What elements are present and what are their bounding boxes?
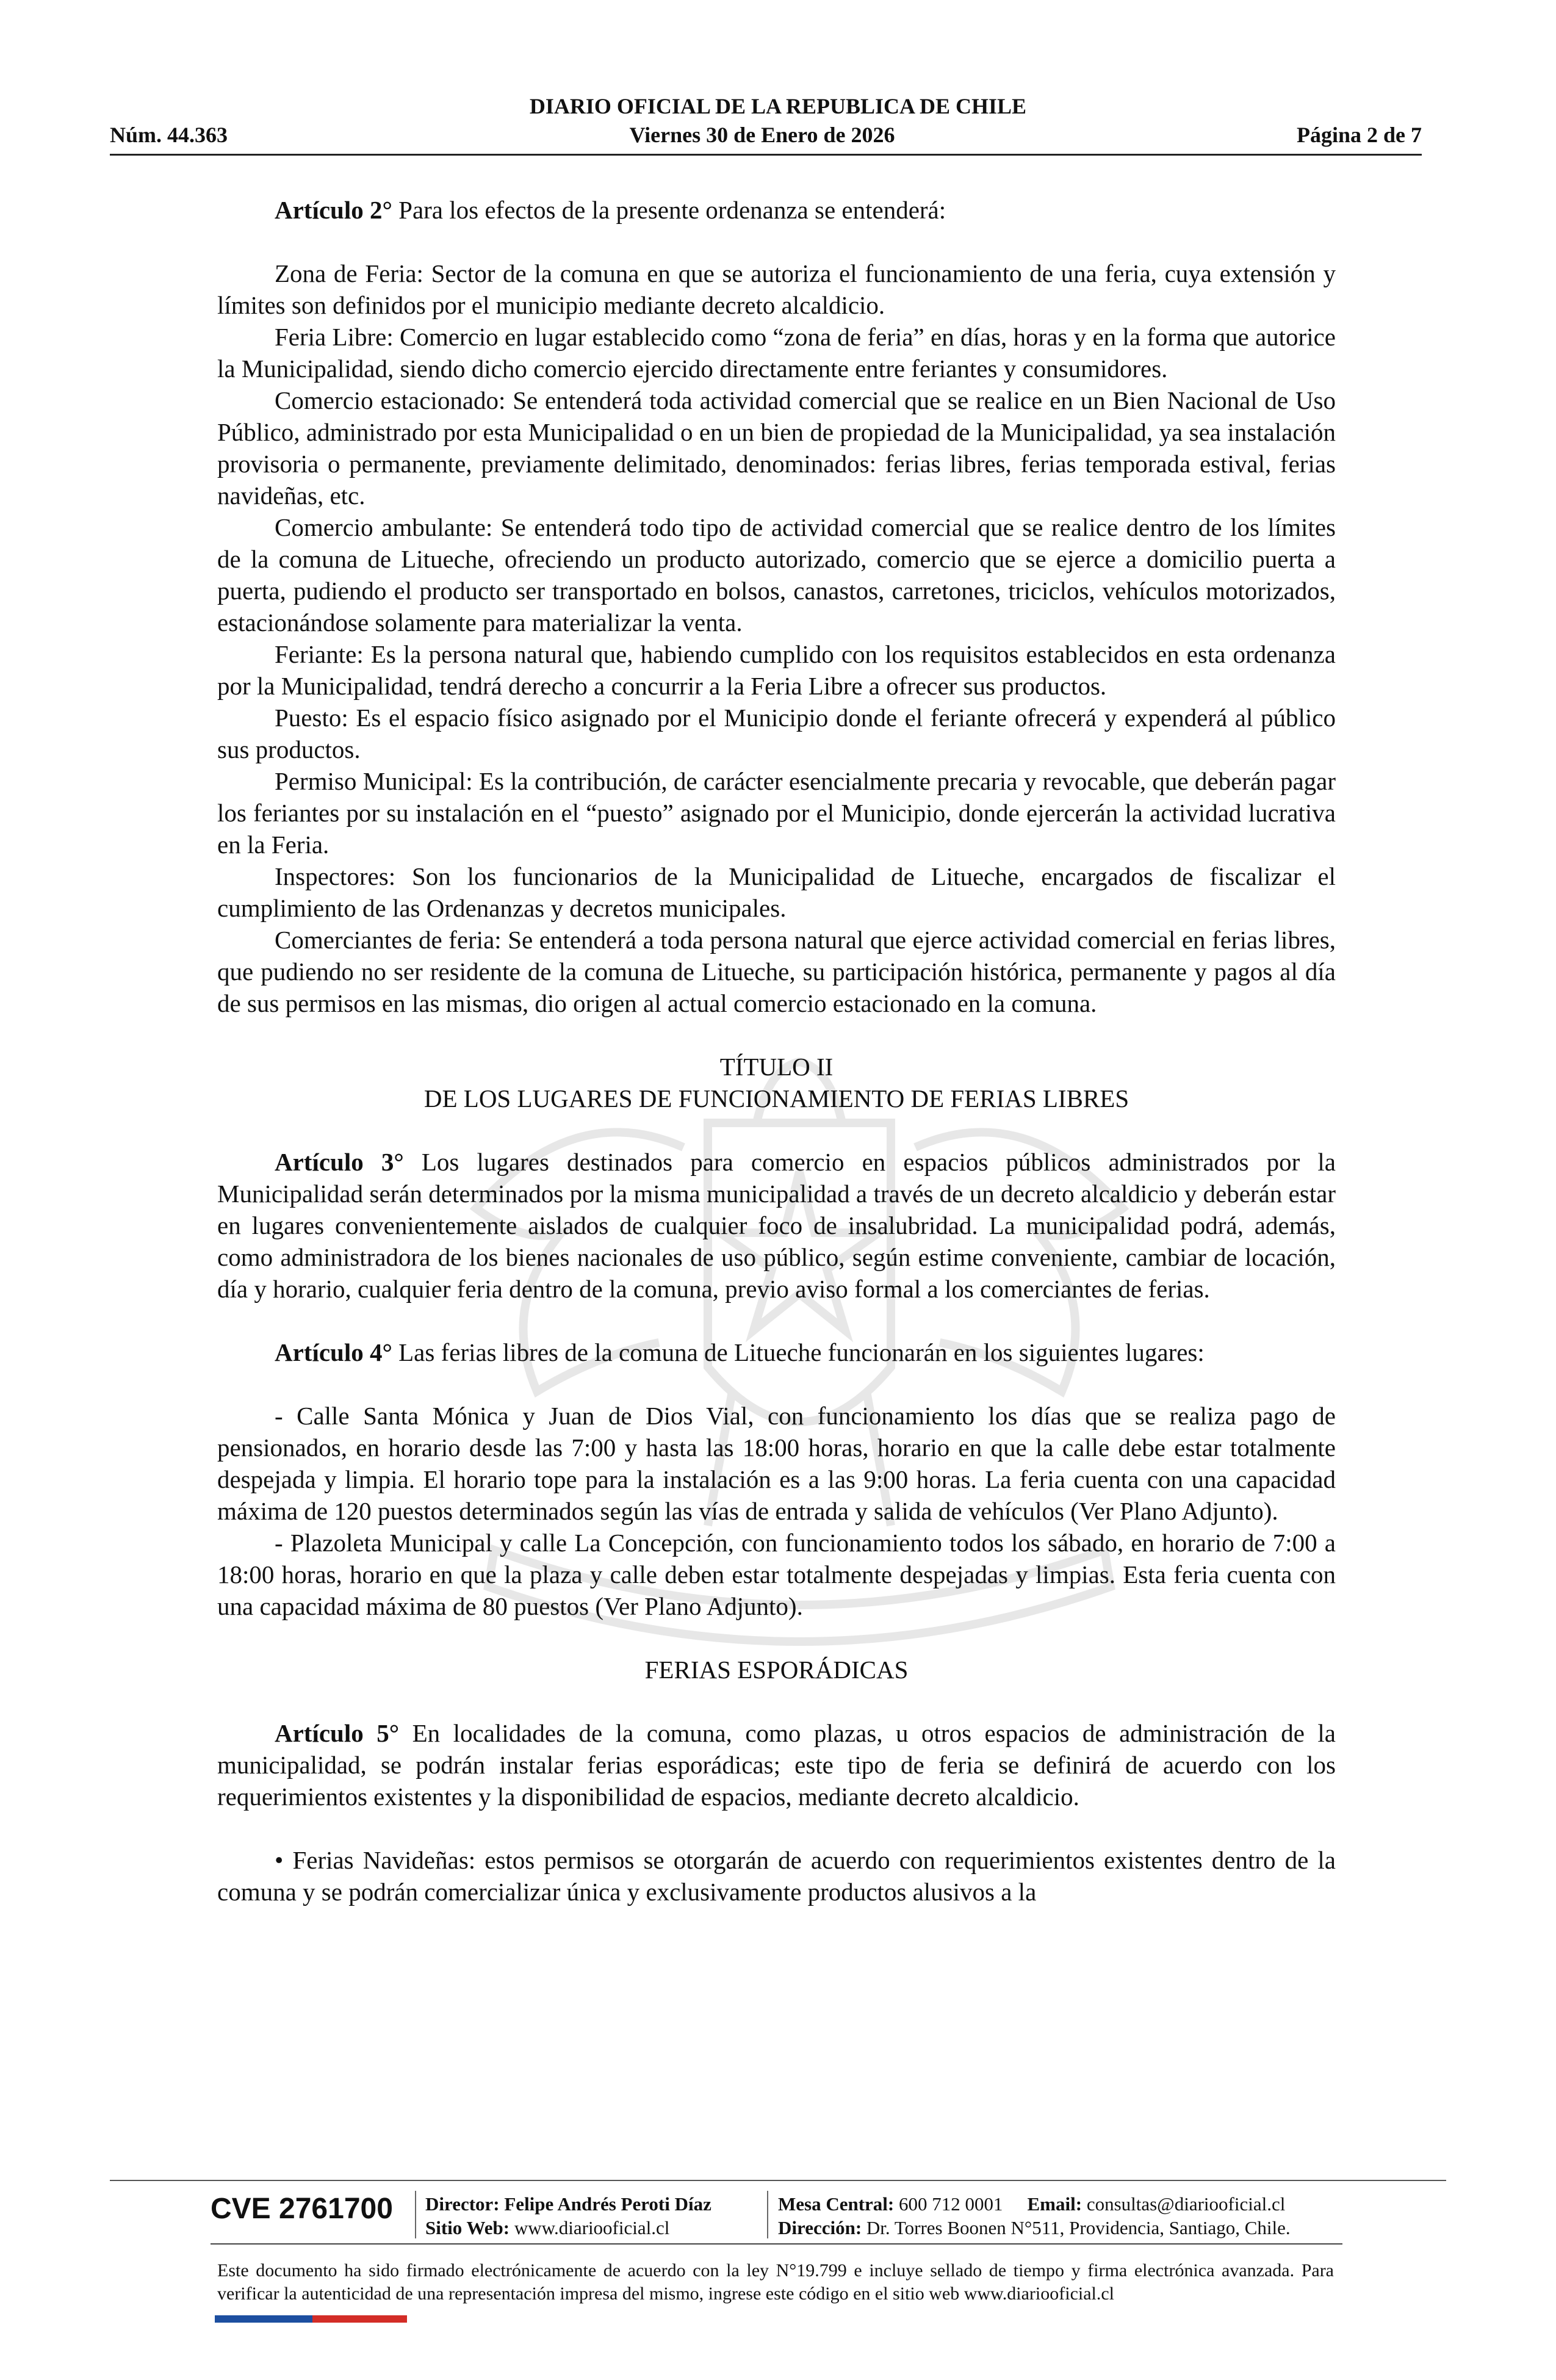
- header-divider: [110, 154, 1422, 156]
- contact-line: [778, 2192, 1291, 2216]
- article-3-text: Los lugares destinados para comercio en espacios públicos administrados por la Municipalidad serán determinados por la misma municipalidad a través de un decreto alcaldicio y deberán estar en lugares convenientemente aislados de cualquier foco de insalubridad. La municipalidad podrá, además, como administradora de los bienes nacionales de uso público, según estime conveniente, cambiar de locación, día y horario, cualquier feria dentro de la comuna, previo aviso formal a los comerciantes de ferias.: [217, 1148, 1336, 1303]
- page-number: Página 2 de 7: [1296, 123, 1422, 147]
- mesa-central-label: Mesa Central:: [778, 2193, 895, 2215]
- article-5-label: Artículo 5°: [275, 1719, 400, 1747]
- header-row: [110, 122, 1422, 148]
- mesa-central-value: 600 712 0001: [894, 2193, 1003, 2215]
- article-2-heading: [217, 194, 1336, 226]
- website-link[interactable]: www.diariooficial.cl: [510, 2217, 670, 2238]
- definition-comercio-estacionado: Comercio estacionado: Se entenderá toda actividad comercial que se realice en un Bien Nacional de Uso Público, administrado por esta Municipalidad o en un bien de propiedad de la Municipalidad, ya sea instalación provisoria o permanente, previamente delimitado, denominados: ferias libres, ferias temporada estival, ferias navideñas, etc.: [217, 386, 1336, 510]
- flag-stripe-red: [312, 2315, 407, 2323]
- article-5-bullet-navidenas: • Ferias Navideñas: estos permisos se otorgarán de acuerdo con requerimientos existentes dentro de la comuna y se podrán comercializar única y exclusivamente productos alusivos a la: [217, 1846, 1336, 1906]
- ferias-esporadicas-heading: FERIAS ESPORÁDICAS: [644, 1656, 909, 1684]
- address-line: [778, 2216, 1291, 2240]
- director-label: Director:: [425, 2193, 500, 2215]
- footer-contact-block: [778, 2192, 1291, 2240]
- definition-inspectores: Inspectores: Son los funcionarios de la Municipalidad de Litueche, encargados de fiscalizar el cumplimiento de las Ordenanzas y decretos municipales.: [217, 862, 1336, 922]
- definition-puesto: Puesto: Es el espacio físico asignado por el Municipio donde el feriante ofrecerá y expenderá al público sus productos.: [217, 704, 1336, 763]
- address-label: Dirección:: [778, 2217, 862, 2238]
- cve-code: CVE 2761700: [211, 2193, 393, 2225]
- email-label: Email:: [1027, 2193, 1082, 2215]
- document-body: [217, 194, 1336, 1908]
- email-link[interactable]: consultas@diariooficial.cl: [1082, 2193, 1286, 2215]
- flag-stripe-blue: [215, 2315, 312, 2323]
- definition-comercio-ambulante: Comercio ambulante: Se entenderá todo tipo de actividad comercial que se realice dentro de los límites de la comuna de Litueche, ofreciendo un producto autorizado, comercio que se ejerce a domicilio puerta a puerta, pudiendo el producto ser transportado en bolsos, canastos, carretones, triciclos, vehículos motorizados, estacionándose solamente para materializar la venta.: [217, 513, 1336, 636]
- article-5: [217, 1717, 1336, 1812]
- director-line: [425, 2192, 711, 2216]
- issue-number: Núm. 44.363: [110, 123, 228, 147]
- publication-title: DIARIO OFICIAL DE LA REPUBLICA DE CHILE: [529, 94, 1027, 118]
- title-ii-heading: TÍTULO II: [719, 1053, 834, 1081]
- director-name: Felipe Andrés Peroti Díaz: [499, 2193, 711, 2215]
- address-value: Dr. Torres Boonen N°511, Providencia, Santiago, Chile.: [862, 2217, 1291, 2238]
- title-ii-name: DE LOS LUGARES DE FUNCIONAMIENTO DE FERIAS LIBRES: [423, 1084, 1129, 1112]
- article-2-intro: Para los efectos de la presente ordenanza se entenderá:: [392, 196, 946, 224]
- article-3: [217, 1146, 1336, 1305]
- definition-permiso-municipal: Permiso Municipal: Es la contribución, de carácter esencialmente precaria y revocable, que deberán pagar los feriantes por su instalación en el “puesto” asignado por el Municipio, donde ejercerán la actividad lucrativa en la Feria.: [217, 767, 1336, 859]
- article-4: [217, 1336, 1336, 1368]
- article-5-text: En localidades de la comuna, como plazas, u otros espacios de administración de la municipalidad, se podrán instalar ferias esporádicas; este tipo de feria se definirá de acuerdo con los requerimientos existentes y la disponibilidad de espacios, mediante decreto alcaldicio.: [217, 1719, 1336, 1811]
- footer-note-divider: [211, 2243, 1342, 2245]
- article-4-item-1: - Calle Santa Mónica y Juan de Dios Vial, con funcionamiento los días que se realiza pago de pensionados, en horario desde las 7:00 y hasta las 18:00 horas, horario en que la calle debe estar totalmente despejada y limpia. El horario tope para la instalación es a las 9:00 horas. La feria cuenta con una capacidad máxima de 120 puestos determinados según las vías de entrada y salida de vehículos (Ver Plano Adjunto).: [217, 1402, 1336, 1525]
- website-label: Sitio Web:: [425, 2217, 510, 2238]
- article-4-text: Las ferias libres de la comuna de Litueche funcionarán en los siguientes lugares:: [392, 1338, 1205, 1366]
- footer-separator: [415, 2191, 416, 2238]
- website-line: [425, 2216, 711, 2240]
- article-4-item-2: - Plazoleta Municipal y calle La Concepción, con funcionamiento todos los sábado, en horario de 7:00 a 18:00 horas, horario en que la plaza y calle deben estar totalmente despejadas y limpias. Esta feria cuenta con una capacidad máxima de 80 puestos (Ver Plano Adjunto).: [217, 1529, 1336, 1620]
- legal-note: Este documento ha sido firmado electrónicamente de acuerdo con la ley N°19.799 e incluye sellado de tiempo y firma electrónica avanzada. Para verificar la autenticidad de una representación impresa del mismo, ingrese este código en el sitio web www.diariooficial.cl: [217, 2260, 1334, 2304]
- issue-date: Viernes 30 de Enero de 2026: [629, 123, 895, 147]
- article-2-label: Artículo 2°: [275, 196, 392, 224]
- footer-divider: [110, 2180, 1446, 2181]
- footer-director-block: [425, 2192, 711, 2240]
- footer-separator: [767, 2191, 768, 2238]
- definition-feria-libre: Feria Libre: Comercio en lugar establecido como “zona de feria” en días, horas y en la forma que autorice la Municipalidad, siendo dicho comercio ejercido directamente entre feriantes y consumidores.: [217, 323, 1336, 383]
- article-3-label: Artículo 3°: [275, 1148, 404, 1176]
- definition-feriante: Feriante: Es la persona natural que, habiendo cumplido con los requisitos establecidos en esta ordenanza por la Municipalidad, tendrá derecho a concurrir a la Feria Libre a ofrecer sus productos.: [217, 640, 1336, 700]
- article-4-label: Artículo 4°: [275, 1338, 392, 1366]
- definition-zona-feria: Zona de Feria: Sector de la comuna en que se autoriza el funcionamiento de una feria, cuya extensión y límites son definidos por el municipio mediante decreto alcaldicio.: [217, 259, 1336, 319]
- definition-comerciantes-feria: Comerciantes de feria: Se entenderá a toda persona natural que ejerce actividad comercial en ferias libres, que pudiendo no ser residente de la comuna de Litueche, su participación histórica, permanente y pagos al día de sus permisos en las mismas, dio origen al actual comercio estacionado en la comuna.: [217, 926, 1336, 1017]
